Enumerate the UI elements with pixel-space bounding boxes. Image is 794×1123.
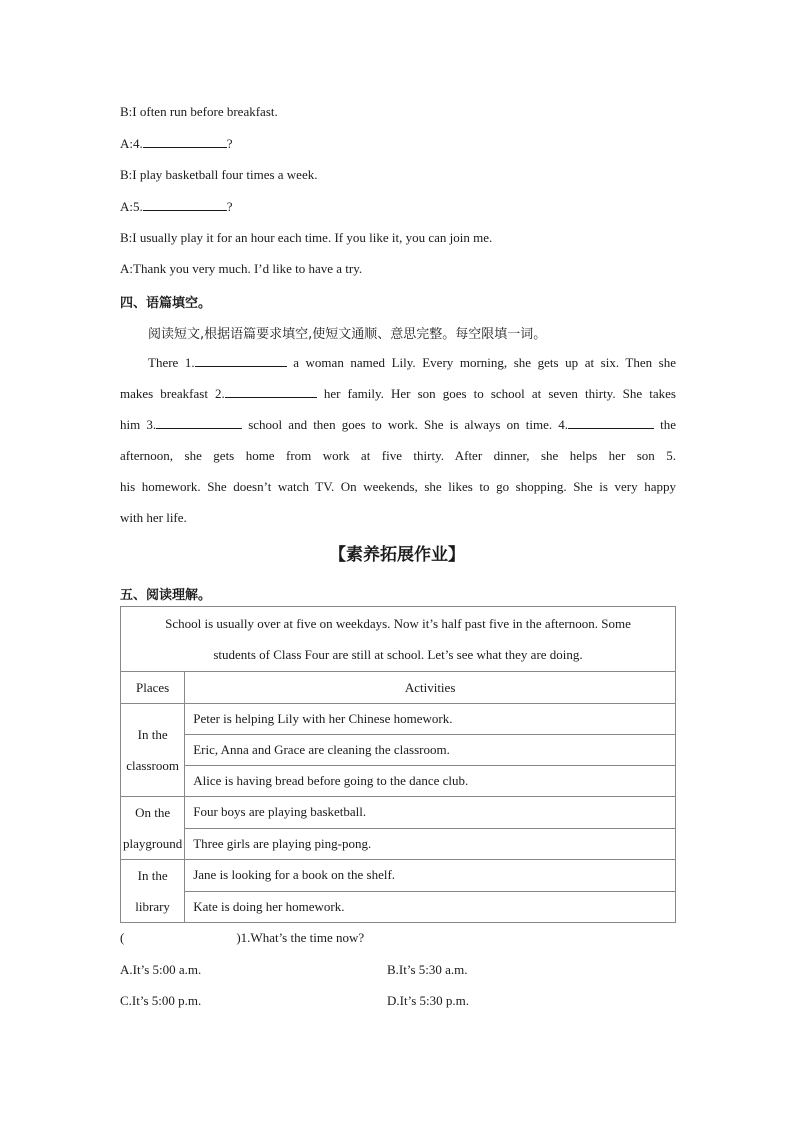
cloze-blank-4[interactable]	[568, 416, 654, 429]
table-intro	[121, 607, 676, 672]
cloze-blank-1[interactable]	[195, 354, 287, 367]
place-text: In the	[137, 727, 168, 742]
passage-text: him 3.	[120, 417, 157, 432]
passage-line: afternoon, she gets home from work at five thirty. After dinner, she helps her son 5.	[120, 448, 676, 463]
passage-text: a woman named Lily. Every morning, she gets up at six. Then she	[286, 355, 677, 370]
question-mark: ?	[226, 199, 233, 214]
passage-line	[120, 347, 676, 378]
passage-line	[120, 409, 676, 440]
activity-cell: Peter is helping Lily with her Chinese homework.	[185, 704, 676, 735]
place-cell	[121, 860, 185, 923]
passage-text: the	[653, 417, 676, 432]
passage-text: her family. Her son goes to school at seven thirty. She takes	[316, 386, 676, 401]
section-4-instruction	[120, 323, 546, 342]
cloze-blank-3[interactable]	[156, 416, 242, 429]
dialogue-line-b1: B:I often run before breakfast.	[120, 104, 278, 119]
option-c[interactable]: C.It’s 5:00 p.m.	[120, 993, 202, 1008]
activity-cell: Kate is doing her homework.	[185, 891, 676, 923]
activity-cell: Alice is having bread before going to the dance club.	[185, 766, 676, 797]
extension-title: 【素养拓展作业】	[329, 545, 465, 565]
question-mark: ?	[226, 136, 233, 151]
option-b[interactable]: B.It’s 5:30 a.m.	[387, 962, 468, 977]
intro-line: students of Class Four are still at school. Let’s see what they are doing.	[213, 647, 583, 662]
cloze-blank-2[interactable]	[225, 385, 317, 398]
intro-line: School is usually over at five on weekdays. Now it’s half past five in the afternoon. Some	[165, 616, 631, 631]
header-activities: Activities	[185, 672, 676, 704]
dialogue-line-b2: B:I play basketball four times a week.	[120, 167, 318, 182]
place-cell	[121, 704, 185, 797]
passage-text: There 1.	[148, 355, 195, 370]
passage-line: with her life.	[120, 510, 187, 525]
question-stem: )1.What’s the time now?	[236, 930, 365, 945]
passage-line: his homework. She doesn’t watch TV. On weekends, she likes to go shopping. She is very happy	[120, 479, 676, 494]
cloze-passage	[120, 347, 676, 533]
question-number: A:4.	[120, 136, 143, 151]
section-4-title: 四、语篇填空。	[120, 296, 212, 311]
instruction-text: 阅读短文,根据语篇要求填空,使短文通顺、意思完整。每空限填一词。	[148, 327, 547, 342]
question-number: A:5.	[120, 199, 143, 214]
header-places: Places	[121, 672, 185, 704]
place-text: library	[135, 899, 170, 914]
place-cell	[121, 797, 185, 860]
dialogue-line-a5	[120, 198, 233, 215]
answer-blank-5[interactable]	[143, 198, 227, 211]
activity-cell: Four boys are playing basketball.	[185, 797, 676, 829]
passage-text: school and then goes to work. She is always on time. 4.	[242, 417, 568, 432]
activity-cell: Jane is looking for a book on the shelf.	[185, 860, 676, 892]
activity-cell: Three girls are playing ping-pong.	[185, 828, 676, 860]
dialogue-line-a4	[120, 135, 233, 152]
reading-table	[120, 606, 676, 923]
question-1	[120, 930, 364, 946]
dialogue-line-b3: B:I usually play it for an hour each time. If you like it, you can join me.	[120, 230, 493, 245]
answer-blank-4[interactable]	[143, 135, 227, 148]
place-text: playground	[123, 836, 183, 851]
place-text: On the	[135, 805, 171, 820]
passage-text: makes breakfast 2.	[120, 386, 225, 401]
dialogue-line-a6: A:Thank you very much. I’d like to have a try.	[120, 261, 363, 276]
option-a[interactable]: A.It’s 5:00 a.m.	[120, 962, 202, 977]
place-text: In the	[137, 868, 168, 883]
section-5-title: 五、阅读理解。	[120, 588, 212, 603]
activity-cell: Eric, Anna and Grace are cleaning the classroom.	[185, 735, 676, 766]
answer-paren-open: (	[120, 930, 125, 945]
passage-line	[120, 378, 676, 409]
option-d[interactable]: D.It’s 5:30 p.m.	[387, 993, 469, 1008]
place-text: classroom	[126, 758, 179, 773]
